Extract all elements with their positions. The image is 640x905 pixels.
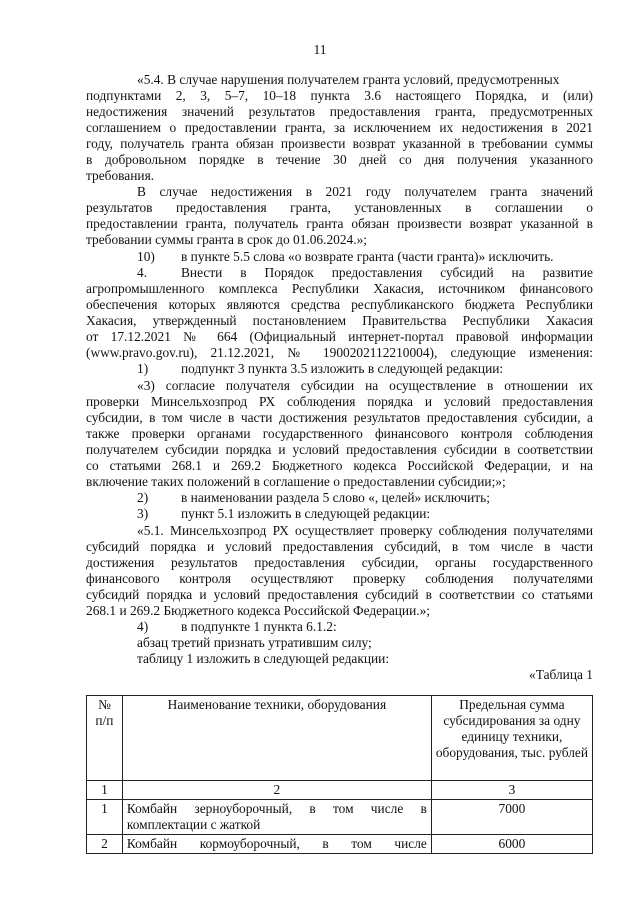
text-line: обеспечения которых являются средства республиканского бюджета Республики: [86, 297, 593, 312]
text-line: пункт 5.1 изложить в следующей редакции:: [181, 506, 431, 521]
header-cell-name: [122, 696, 431, 781]
header-cell-value: [431, 696, 592, 781]
text-line: абзац третий признать утратившим силу;: [137, 635, 372, 650]
row-value-cell: 6000: [431, 835, 592, 854]
text-line: в пункте 5.5 слова «о возврате гранта (части гранта)» исключить.: [181, 249, 554, 264]
text-line: в подпункте 1 пункта 6.1.2:: [181, 619, 337, 634]
numbering-cell: 3: [431, 781, 592, 800]
text-line: предоставлении гранта, получатель гранта обязан произвести возврат указанной в: [86, 216, 593, 231]
header-value-label: Предельная сумма субсидирования за одну единицу техники, оборудования, тыс. рублей: [435, 697, 588, 760]
text-line: Хакасия, утвержденный постановлением Правительства Республики Хакасия: [86, 313, 593, 328]
row-number-cell: 2: [87, 835, 123, 854]
table-header-row: [87, 696, 593, 781]
text-line: результатов предоставления гранта, установленных в соглашении о: [86, 200, 593, 215]
text-line: в наименовании раздела 5 слово «, целей» исключить;: [181, 490, 490, 505]
list-number: 4): [137, 619, 149, 634]
row-value-cell: 7000: [431, 800, 592, 835]
text-line: «5.1. Минсельхозпрод РХ осуществляет проверку соблюдения получателями: [137, 523, 593, 538]
table-row: [87, 800, 593, 835]
text-line: получателем субсидии порядка и условий предоставления субсидии в соответствии: [86, 442, 593, 457]
row-name-cell: Комбайн зерноуборочный, в том числе в комплектации с жаткой: [122, 800, 431, 835]
row-name-cell: Комбайн кормоуборочный, в том числе: [122, 835, 431, 854]
page-number: 11: [313, 42, 327, 57]
equipment-table: [86, 695, 593, 854]
text-line: соглашением о предоставлении гранта, за исключением их недостижения в 2021: [86, 120, 593, 135]
row-number-cell: 1: [87, 800, 123, 835]
list-number: 3): [137, 506, 149, 521]
text-line: подпунктами 2, 3, 5–7, 10–18 пункта 3.6 настоящего Порядка, и (или): [86, 88, 593, 103]
text-line: году, получатель гранта обязан произвести возврат указанной в требовании суммы: [86, 136, 593, 151]
text-line: Внести в Порядок предоставления субсидий на развитие: [181, 265, 593, 280]
list-number: 2): [137, 490, 149, 505]
text-line: В случае недостижения в 2021 году получателем гранта значений: [137, 184, 593, 199]
numbering-cell: 1: [87, 781, 123, 800]
list-number: 4.: [137, 265, 148, 280]
text-line: требовании суммы гранта в срок до 01.06.2024.»;: [86, 232, 368, 247]
text-line: субсидий порядка и условий предоставления субсидий, в том числе в части: [86, 539, 593, 554]
text-line: недостижения значений результатов предоставления гранта, предусмотренных: [86, 104, 593, 119]
text-line: «3) согласие получателя субсидии на осуществление в отношении их: [137, 378, 593, 393]
text-line: также проверки органами государственного финансового контроля соблюдения: [86, 426, 593, 441]
table-row: [87, 835, 593, 854]
text-line: включение таких положений в соглашение о предоставлении субсидии;»;: [86, 474, 506, 489]
header-name-label: Наименование техники, оборудования: [167, 697, 387, 712]
text-line: достижения результатов предоставления субсидии, органы государственного: [86, 555, 593, 570]
text-line: финансового контроля осуществляют проверку соблюдения получателями: [86, 571, 593, 586]
list-number: 10): [137, 249, 155, 264]
numbering-cell: 2: [122, 781, 431, 800]
text-line: проверки Минсельхозпрод РХ соблюдения порядка и условий предоставления: [86, 394, 593, 409]
header-cell-number: [87, 696, 123, 781]
text-line: субсидии, в том числе в части достижения результатов предоставления субсидии, а: [86, 410, 593, 425]
table-caption: «Таблица 1: [529, 667, 593, 682]
text-line: 268.1 и 269.2 Бюджетного кодекса Российской Федерации.»;: [86, 603, 431, 618]
header-number-label: № п/п: [95, 697, 114, 728]
list-number: 1): [137, 361, 149, 376]
text-line: агропромышленного комплекса Республики Хакасия, источником финансового: [86, 281, 593, 296]
text-line: со статьями 268.1 и 269.2 Бюджетного кодекса Российской Федерации, и на: [86, 458, 593, 473]
text-line: таблицу 1 изложить в следующей редакции:: [137, 651, 390, 666]
text-line: «5.4. В случае нарушения получателем гранта условий, предусмотренных: [137, 72, 560, 87]
table-numbering-row: [87, 781, 593, 800]
text-line: требования.: [86, 168, 155, 183]
text-line: субсидий порядка и условий предоставления субсидий в соответствии со статьями: [86, 587, 593, 602]
text-line: подпункт 3 пункта 3.5 изложить в следующей редакции:: [181, 361, 504, 376]
text-line: в добровольном порядке в течение 30 дней со дня получения указанного: [86, 152, 593, 167]
text-line: от 17.12.2021 № 664 (Официальный интернет-портал правовой информации: [86, 329, 593, 344]
text-line: (www.pravo.gov.ru), 21.12.2021, № 1900202112210004), следующие изменения:: [86, 345, 593, 360]
